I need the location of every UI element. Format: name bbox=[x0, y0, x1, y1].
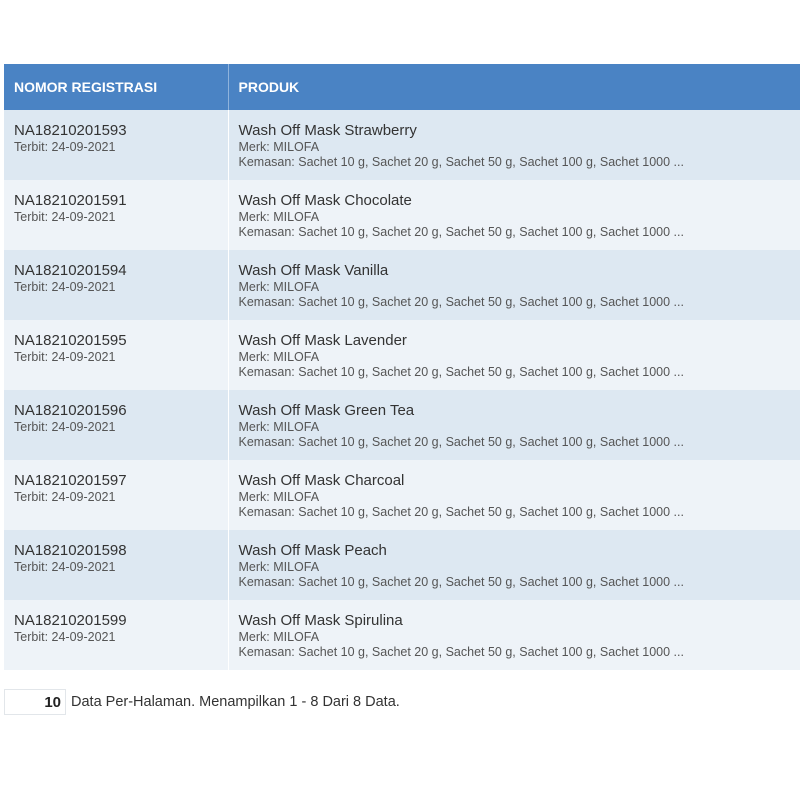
product-brand: Merk: MILOFA bbox=[238, 630, 320, 644]
product-cell bbox=[228, 320, 800, 390]
product-brand: Merk: MILOFA bbox=[238, 490, 320, 504]
registration-number[interactable]: NA18210201595 bbox=[14, 332, 127, 349]
table-header-row bbox=[4, 64, 800, 110]
registration-number[interactable]: NA18210201593 bbox=[14, 122, 127, 139]
product-name[interactable]: Wash Off Mask Strawberry bbox=[238, 122, 417, 139]
registration-number[interactable]: NA18210201594 bbox=[14, 262, 127, 279]
product-cell bbox=[228, 180, 800, 250]
issued-date: Terbit: 24-09-2021 bbox=[14, 280, 116, 294]
issued-date: Terbit: 24-09-2021 bbox=[14, 630, 116, 644]
product-cell bbox=[228, 600, 800, 670]
product-brand: Merk: MILOFA bbox=[238, 280, 320, 294]
product-name[interactable]: Wash Off Mask Chocolate bbox=[238, 192, 412, 209]
issued-date: Terbit: 24-09-2021 bbox=[14, 210, 116, 224]
registration-number[interactable]: NA18210201598 bbox=[14, 542, 127, 559]
product-packaging: Kemasan: Sachet 10 g, Sachet 20 g, Sachet 50 g, Sachet 100 g, Sachet 1000 ... bbox=[238, 505, 684, 519]
pagination-summary: Data Per-Halaman. Menampilkan 1 - 8 Dari 8 Data. bbox=[71, 694, 400, 710]
issued-date: Terbit: 24-09-2021 bbox=[14, 420, 116, 434]
table-row[interactable] bbox=[4, 530, 800, 600]
registration-number[interactable]: NA18210201591 bbox=[14, 192, 127, 209]
product-name[interactable]: Wash Off Mask Lavender bbox=[238, 332, 407, 349]
product-cell bbox=[228, 530, 800, 600]
registration-cell bbox=[4, 600, 228, 670]
product-packaging: Kemasan: Sachet 10 g, Sachet 20 g, Sachet 50 g, Sachet 100 g, Sachet 1000 ... bbox=[238, 575, 684, 589]
header-registration-number[interactable]: NOMOR REGISTRASI bbox=[4, 64, 228, 110]
issued-date: Terbit: 24-09-2021 bbox=[14, 140, 116, 154]
table-row[interactable] bbox=[4, 250, 800, 320]
product-brand: Merk: MILOFA bbox=[238, 210, 320, 224]
product-name[interactable]: Wash Off Mask Charcoal bbox=[238, 472, 405, 489]
table-row[interactable] bbox=[4, 110, 800, 180]
product-packaging: Kemasan: Sachet 10 g, Sachet 20 g, Sachet 50 g, Sachet 100 g, Sachet 1000 ... bbox=[238, 295, 684, 309]
table-row[interactable] bbox=[4, 460, 800, 530]
registration-number[interactable]: NA18210201599 bbox=[14, 612, 127, 629]
registration-cell bbox=[4, 110, 228, 180]
registration-table-container bbox=[4, 64, 800, 670]
product-cell bbox=[228, 390, 800, 460]
registration-cell bbox=[4, 320, 228, 390]
header-product[interactable]: PRODUK bbox=[228, 64, 800, 110]
registration-number[interactable]: NA18210201596 bbox=[14, 402, 127, 419]
product-packaging: Kemasan: Sachet 10 g, Sachet 20 g, Sachet 50 g, Sachet 100 g, Sachet 1000 ... bbox=[238, 645, 684, 659]
product-brand: Merk: MILOFA bbox=[238, 350, 320, 364]
issued-date: Terbit: 24-09-2021 bbox=[14, 350, 116, 364]
product-packaging: Kemasan: Sachet 10 g, Sachet 20 g, Sachet 50 g, Sachet 100 g, Sachet 1000 ... bbox=[238, 365, 684, 379]
table-row[interactable] bbox=[4, 180, 800, 250]
product-packaging: Kemasan: Sachet 10 g, Sachet 20 g, Sachet 50 g, Sachet 100 g, Sachet 1000 ... bbox=[238, 225, 684, 239]
registration-table bbox=[4, 64, 800, 670]
pagination-footer bbox=[4, 688, 800, 716]
registration-cell bbox=[4, 460, 228, 530]
product-cell bbox=[228, 110, 800, 180]
table-row[interactable] bbox=[4, 600, 800, 670]
product-packaging: Kemasan: Sachet 10 g, Sachet 20 g, Sachet 50 g, Sachet 100 g, Sachet 1000 ... bbox=[238, 155, 684, 169]
product-name[interactable]: Wash Off Mask Vanilla bbox=[238, 262, 389, 279]
product-cell bbox=[228, 250, 800, 320]
registration-cell bbox=[4, 390, 228, 460]
issued-date: Terbit: 24-09-2021 bbox=[14, 560, 116, 574]
table-row[interactable] bbox=[4, 390, 800, 460]
table-body bbox=[4, 110, 800, 670]
registration-cell bbox=[4, 180, 228, 250]
product-brand: Merk: MILOFA bbox=[238, 560, 320, 574]
product-name[interactable]: Wash Off Mask Spirulina bbox=[238, 612, 403, 629]
product-cell bbox=[228, 460, 800, 530]
table-row[interactable] bbox=[4, 320, 800, 390]
product-name[interactable]: Wash Off Mask Green Tea bbox=[238, 402, 415, 419]
issued-date: Terbit: 24-09-2021 bbox=[14, 490, 116, 504]
per-page-input[interactable] bbox=[4, 689, 66, 715]
registration-cell bbox=[4, 530, 228, 600]
product-name[interactable]: Wash Off Mask Peach bbox=[238, 542, 387, 559]
product-packaging: Kemasan: Sachet 10 g, Sachet 20 g, Sachet 50 g, Sachet 100 g, Sachet 1000 ... bbox=[238, 435, 684, 449]
product-brand: Merk: MILOFA bbox=[238, 420, 320, 434]
product-brand: Merk: MILOFA bbox=[238, 140, 320, 154]
registration-cell bbox=[4, 250, 228, 320]
registration-number[interactable]: NA18210201597 bbox=[14, 472, 127, 489]
